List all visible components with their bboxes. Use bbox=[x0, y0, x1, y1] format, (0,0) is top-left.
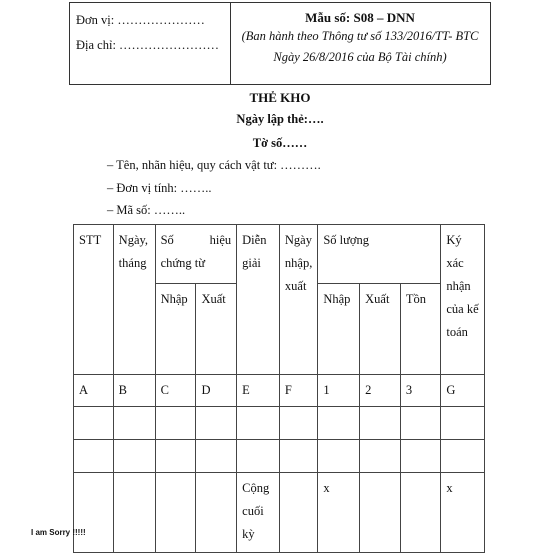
doc-number-word-3: chứng từ bbox=[160, 256, 206, 270]
doc-number-word-1: Số bbox=[160, 233, 174, 247]
material-name-line: – Tên, nhãn hiệu, quy cách vật tư: ………. bbox=[107, 158, 321, 172]
index-cell: 3 bbox=[400, 375, 441, 407]
date-line: Ngày lập thẻ:…. bbox=[236, 112, 324, 126]
issued-line-2: Ngày 26/8/2016 của Bộ Tài chính) bbox=[273, 50, 447, 64]
sub-qty-out: Xuất bbox=[360, 284, 401, 375]
index-row bbox=[74, 375, 485, 407]
form-header bbox=[69, 2, 491, 85]
index-cell: F bbox=[279, 375, 317, 407]
col-description: Diễn giải bbox=[237, 225, 280, 375]
table-row-empty bbox=[74, 440, 485, 473]
unit-of-measure-line: – Đơn vị tính: …….. bbox=[107, 181, 212, 195]
unit-info-box bbox=[70, 3, 231, 84]
watermark-text: I am Sorry !!!!! bbox=[31, 528, 86, 537]
total-label: Cộng cuối kỳ bbox=[237, 473, 280, 553]
index-cell: C bbox=[155, 375, 196, 407]
index-cell: B bbox=[113, 375, 155, 407]
doc-number-word-2: hiệu bbox=[209, 233, 232, 247]
index-cell: D bbox=[196, 375, 237, 407]
col-doc-number bbox=[155, 225, 237, 284]
index-cell: E bbox=[237, 375, 280, 407]
table-row-empty bbox=[74, 407, 485, 440]
sub-doc-out: Xuất bbox=[196, 284, 237, 375]
issued-line-1: (Ban hành theo Thông tư số 133/2016/TT- BTC bbox=[241, 29, 479, 43]
col-date: Ngày, tháng bbox=[113, 225, 155, 375]
unit-label: Đơn vị: ………………… bbox=[76, 13, 205, 27]
total-confirm-x: x bbox=[441, 473, 485, 553]
sub-qty-stock: Tồn bbox=[400, 284, 441, 375]
form-code-box bbox=[230, 3, 490, 84]
col-quantity: Số lượng bbox=[318, 225, 441, 284]
index-cell: 1 bbox=[318, 375, 360, 407]
address-label: Địa chỉ: …………………… bbox=[76, 38, 220, 52]
total-qty-in-x: x bbox=[318, 473, 360, 553]
index-cell: G bbox=[441, 375, 485, 407]
sub-qty-in: Nhập bbox=[318, 284, 360, 375]
index-cell: 2 bbox=[360, 375, 401, 407]
col-accountant-confirm: Ký xác nhận của kế toán bbox=[441, 225, 485, 375]
col-stt: STT bbox=[74, 225, 114, 375]
sheet-number: Tờ số…… bbox=[252, 136, 308, 150]
form-code: Mẫu số: S08 – DNN bbox=[305, 10, 415, 25]
total-row bbox=[74, 473, 485, 553]
sub-doc-in: Nhập bbox=[155, 284, 196, 375]
stock-card-table bbox=[73, 224, 485, 553]
code-line: – Mã số: …….. bbox=[107, 203, 186, 217]
page-title: THẺ KHO bbox=[249, 90, 311, 105]
index-cell: A bbox=[74, 375, 114, 407]
header-row-1 bbox=[74, 225, 485, 284]
col-in-out-date: Ngày nhập, xuất bbox=[279, 225, 317, 375]
